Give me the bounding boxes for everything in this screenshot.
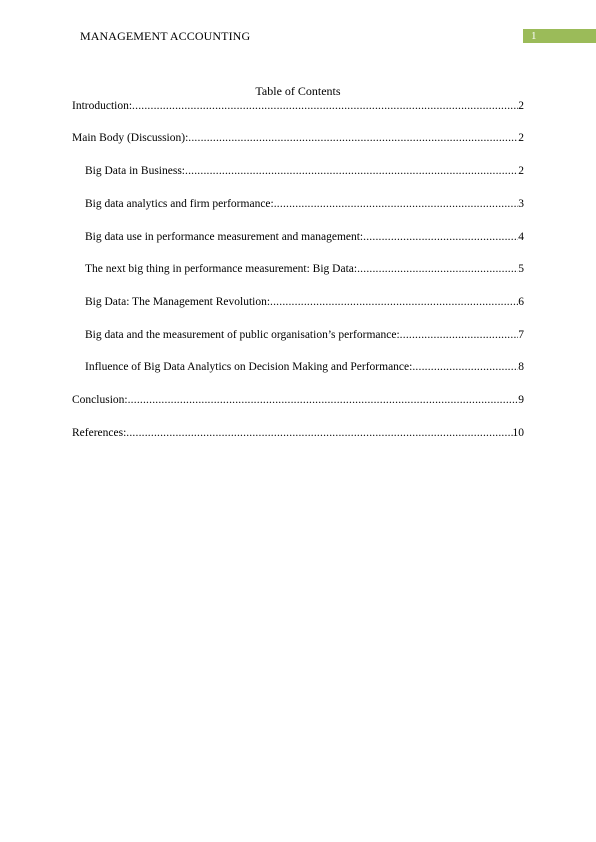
toc-entry-label: The next big thing in performance measurement: Big Data: bbox=[85, 263, 358, 275]
toc-dot-leader bbox=[132, 99, 518, 113]
toc-entry-page: 2 bbox=[518, 165, 524, 177]
toc-dot-leader bbox=[188, 131, 518, 145]
toc-entry-label: Introduction: bbox=[72, 100, 133, 112]
toc-dot-leader bbox=[274, 197, 519, 211]
toc-dot-leader bbox=[185, 164, 518, 178]
toc-entry-public-organisation[interactable] bbox=[85, 328, 524, 342]
toc-dot-leader bbox=[412, 360, 518, 374]
toc-dot-leader bbox=[400, 328, 519, 342]
toc-dot-leader bbox=[270, 295, 518, 309]
toc-entry-next-big-thing[interactable] bbox=[85, 262, 524, 276]
toc-entry-page: 4 bbox=[518, 231, 524, 243]
toc-entry-label: Big data and the measurement of public organisation’s performance: bbox=[85, 329, 400, 341]
toc-entry-page: 10 bbox=[512, 427, 524, 439]
toc-entry-page: 8 bbox=[518, 361, 524, 373]
toc-entry-label: Big Data in Business: bbox=[85, 165, 185, 177]
toc-entry-label: Big data analytics and firm performance: bbox=[85, 198, 274, 210]
toc-entry-page: 2 bbox=[518, 100, 524, 112]
toc-entry-introduction[interactable] bbox=[72, 99, 524, 113]
toc-title: Table of Contents bbox=[255, 84, 341, 98]
toc-entry-page: 2 bbox=[518, 132, 524, 144]
running-header-title: MANAGEMENT ACCOUNTING bbox=[80, 29, 251, 43]
toc-entry-label: Big Data: The Management Revolution: bbox=[85, 296, 271, 308]
toc-dot-leader bbox=[363, 230, 518, 244]
toc-entry-label: Big data use in performance measurement and management: bbox=[85, 231, 364, 243]
toc-dot-leader bbox=[128, 393, 519, 407]
toc-entry-management-revolution[interactable] bbox=[85, 295, 524, 309]
toc-entry-conclusion[interactable] bbox=[72, 393, 524, 407]
toc-entry-label: References: bbox=[72, 427, 127, 439]
toc-entry-main-body[interactable] bbox=[72, 131, 524, 145]
toc-entry-references[interactable] bbox=[72, 426, 524, 440]
page-number-badge: 1 bbox=[523, 29, 596, 43]
toc-entry-label: Main Body (Discussion): bbox=[72, 132, 189, 144]
toc-entry-page: 3 bbox=[518, 198, 524, 210]
toc-entry-label: Conclusion: bbox=[72, 394, 128, 406]
toc-entry-page: 7 bbox=[518, 329, 524, 341]
toc-entry-page: 6 bbox=[518, 296, 524, 308]
toc-entry-big-data-in-business[interactable] bbox=[85, 164, 524, 178]
toc-entry-page: 5 bbox=[518, 263, 524, 275]
toc-entry-performance-measurement[interactable] bbox=[85, 230, 524, 244]
toc-dot-leader bbox=[357, 262, 518, 276]
toc-dot-leader bbox=[126, 426, 512, 440]
toc-entry-page: 9 bbox=[518, 394, 524, 406]
toc-entry-decision-making[interactable] bbox=[85, 360, 524, 374]
toc-entry-label: Influence of Big Data Analytics on Decision Making and Performance: bbox=[85, 361, 413, 373]
toc-entry-analytics-firm-performance[interactable] bbox=[85, 197, 524, 211]
